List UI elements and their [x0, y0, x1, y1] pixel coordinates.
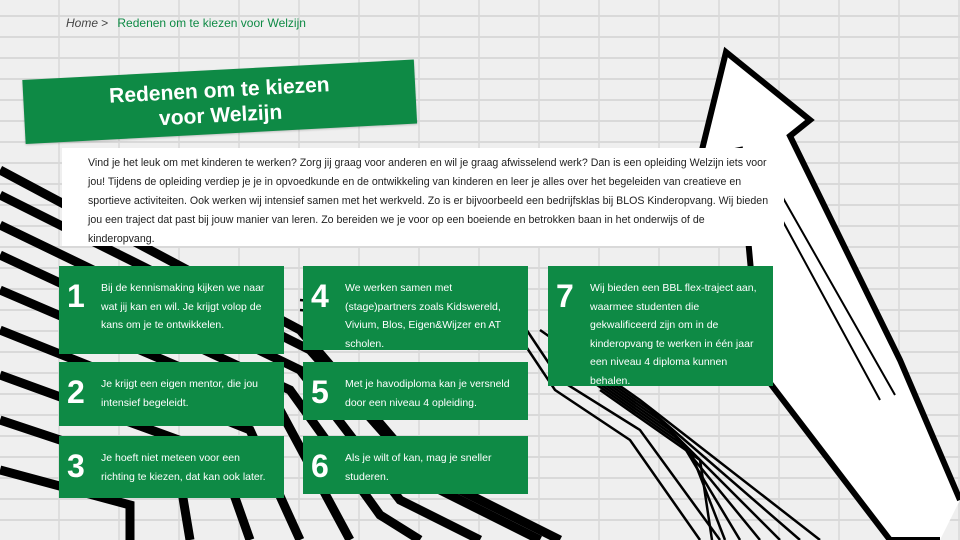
reason-card-6 — [303, 436, 528, 494]
reason-text: Je krijgt een eigen mentor, die jou intensief begeleidt. — [101, 378, 259, 409]
reason-card-1 — [59, 266, 284, 354]
reason-text: Bij de kennismaking kijken we naar wat jij kan en wil. Je krijgt volop de kans om je te ontwikkelen. — [101, 282, 265, 331]
reason-card-3 — [59, 436, 284, 498]
page-title-line-2: voor Welzijn — [158, 100, 283, 131]
breadcrumb-separator: > — [101, 16, 109, 30]
reason-number: 7 — [556, 278, 574, 314]
reason-number: 2 — [67, 374, 85, 410]
reason-text: Als je wilt of kan, mag je sneller studeren. — [345, 452, 492, 483]
reason-number: 4 — [311, 278, 329, 314]
reason-text: Je hoeft niet meteen voor een richting te kiezen, dat kan ook later. — [101, 452, 266, 483]
reason-number: 6 — [311, 448, 329, 484]
reason-text: Met je havodiploma kan je versneld door een niveau 4 opleiding. — [345, 378, 510, 409]
reason-card-5 — [303, 362, 528, 420]
breadcrumb-current-link[interactable]: Redenen om te kiezen voor Welzijn — [117, 16, 306, 30]
intro-paragraph: Vind je het leuk om met kinderen te werken? Zorg jij graag voor anderen en wil je graag afwisselend werk? Dan is een opleiding Welzijn iets voor jou! Tijdens de opleiding verdiep je je in opvoedkunde en de ontwikkeling van kinderen en leer je alles over het begeleiden van creatieve en sportieve activiteiten. Ook werken wij intensief samen met het werkveld. Zo is er bijvoorbeeld een bedrijfsklas bij BLOS Kinderopvang. Wij bieden jou een traject dat past bij jouw manier van leren. Zo bereiden we je voor op een boeiende en betrokken baan in het onderwijs of de kinderopvang. — [62, 148, 784, 246]
reason-number: 1 — [67, 278, 85, 314]
reason-card-7 — [548, 266, 773, 386]
page-title-line-1: Redenen om te kiezen — [108, 73, 331, 108]
breadcrumb-home-link[interactable]: Home — [66, 16, 99, 30]
reason-text: We werken samen met (stage)partners zoals Kidswereld, Vivium, Blos, Eigen&Wijzer en AT scholen. — [345, 282, 501, 350]
reason-card-4 — [303, 266, 528, 350]
reason-number: 3 — [67, 448, 85, 484]
reason-card-2 — [59, 362, 284, 426]
breadcrumb — [66, 16, 306, 30]
reason-text: Wij bieden een BBL flex-traject aan, waarmee studenten die gekwalificeerd zijn om in de kinderopvang te werken in één jaar een niveau 4 diploma kunnen behalen. — [590, 282, 757, 387]
reason-number: 5 — [311, 374, 329, 410]
